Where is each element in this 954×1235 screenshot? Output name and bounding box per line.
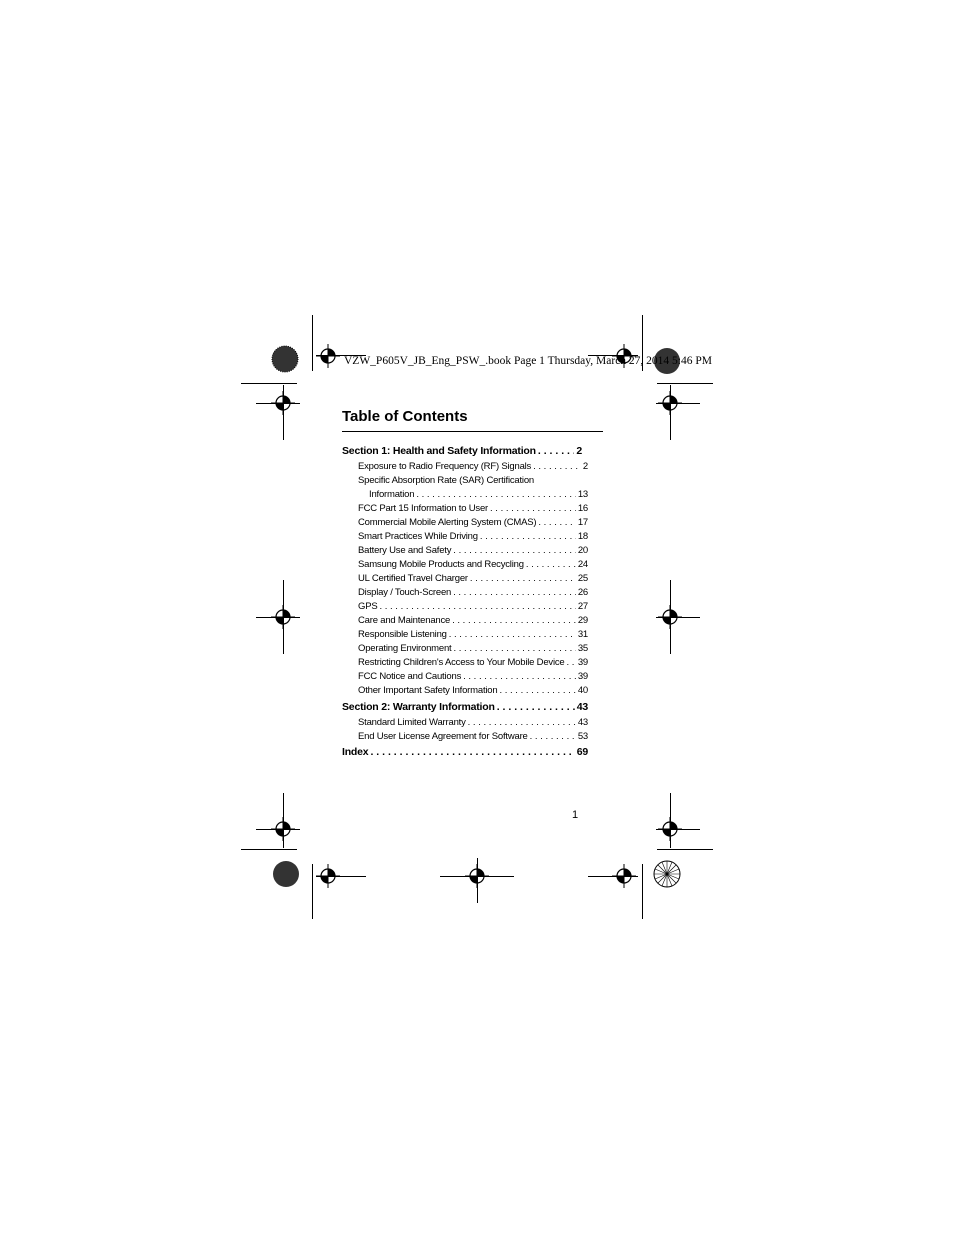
toc-entry[interactable]: Exposure to Radio Frequency (RF) Signals . . . 2	[342, 460, 588, 474]
registration-target-icon	[316, 864, 340, 888]
registration-target-icon	[612, 864, 636, 888]
toc-entry[interactable]: Battery Use and Safety . . . 20	[342, 544, 588, 558]
toc-entry[interactable]: Standard Limited Warranty . . . 43	[342, 716, 588, 730]
starburst-dark-icon	[272, 346, 298, 372]
toc-entry[interactable]: UL Certified Travel Charger . . . 25	[342, 572, 588, 586]
registration-target-icon	[316, 344, 340, 368]
registration-target-icon	[658, 817, 682, 841]
page-title: Table of Contents	[342, 408, 468, 425]
toc-entry[interactable]: FCC Notice and Cautions . . . 39	[342, 670, 588, 684]
registration-target-icon	[658, 605, 682, 629]
toc-entry[interactable]: End User License Agreement for Software . . . 53	[342, 730, 588, 744]
toc-entry[interactable]: Other Important Safety Information . . . 40	[342, 684, 588, 698]
title-rule	[342, 431, 603, 432]
toc-entry[interactable]: Responsible Listening . . . 31	[342, 628, 588, 642]
registration-target-icon	[271, 817, 295, 841]
page-number: 1	[572, 809, 579, 821]
toc-entry[interactable]: FCC Part 15 Information to User . . . 16	[342, 502, 588, 516]
toc-entry[interactable]: Smart Practices While Driving . . . 18	[342, 530, 588, 544]
toc-entry-index[interactable]: Index . . . 69	[342, 745, 588, 761]
starburst-dark-icon	[273, 861, 299, 887]
toc-entry-section-2[interactable]: Section 2: Warranty Information . . . 43	[342, 700, 588, 716]
toc-entry[interactable]: Samsung Mobile Products and Recycling . . . 24	[342, 558, 588, 572]
toc-entry[interactable]: Restricting Children's Access to Your Mobile Device . . . 39	[342, 656, 588, 670]
toc-entry[interactable]: Operating Environment . . . 35	[342, 642, 588, 656]
starburst-light-icon	[654, 861, 680, 887]
toc-entry[interactable]: Care and Maintenance . . . 29	[342, 614, 588, 628]
toc-entry[interactable]: Specific Absorption Rate (SAR) Certification	[358, 475, 535, 486]
registration-target-icon	[271, 605, 295, 629]
toc-entry[interactable]: GPS . . . 27	[342, 600, 588, 614]
registration-target-icon	[658, 391, 682, 415]
registration-target-icon	[271, 391, 295, 415]
print-slug-line: VZW_P605V_JB_Eng_PSW_.book Page 1 Thursday, March 27, 2014 5:46 PM	[344, 355, 712, 367]
toc-entry[interactable]: Display / Touch-Screen . . . 26	[342, 586, 588, 600]
toc-entry-section-1[interactable]: Section 1: Health and Safety Information . . . 2	[342, 444, 582, 460]
toc-entry[interactable]: Information . . . 13	[342, 488, 588, 502]
toc-entry[interactable]: Commercial Mobile Alerting System (CMAS) . . . 17	[342, 516, 588, 530]
registration-target-icon	[465, 864, 489, 888]
toc-list	[342, 444, 592, 761]
